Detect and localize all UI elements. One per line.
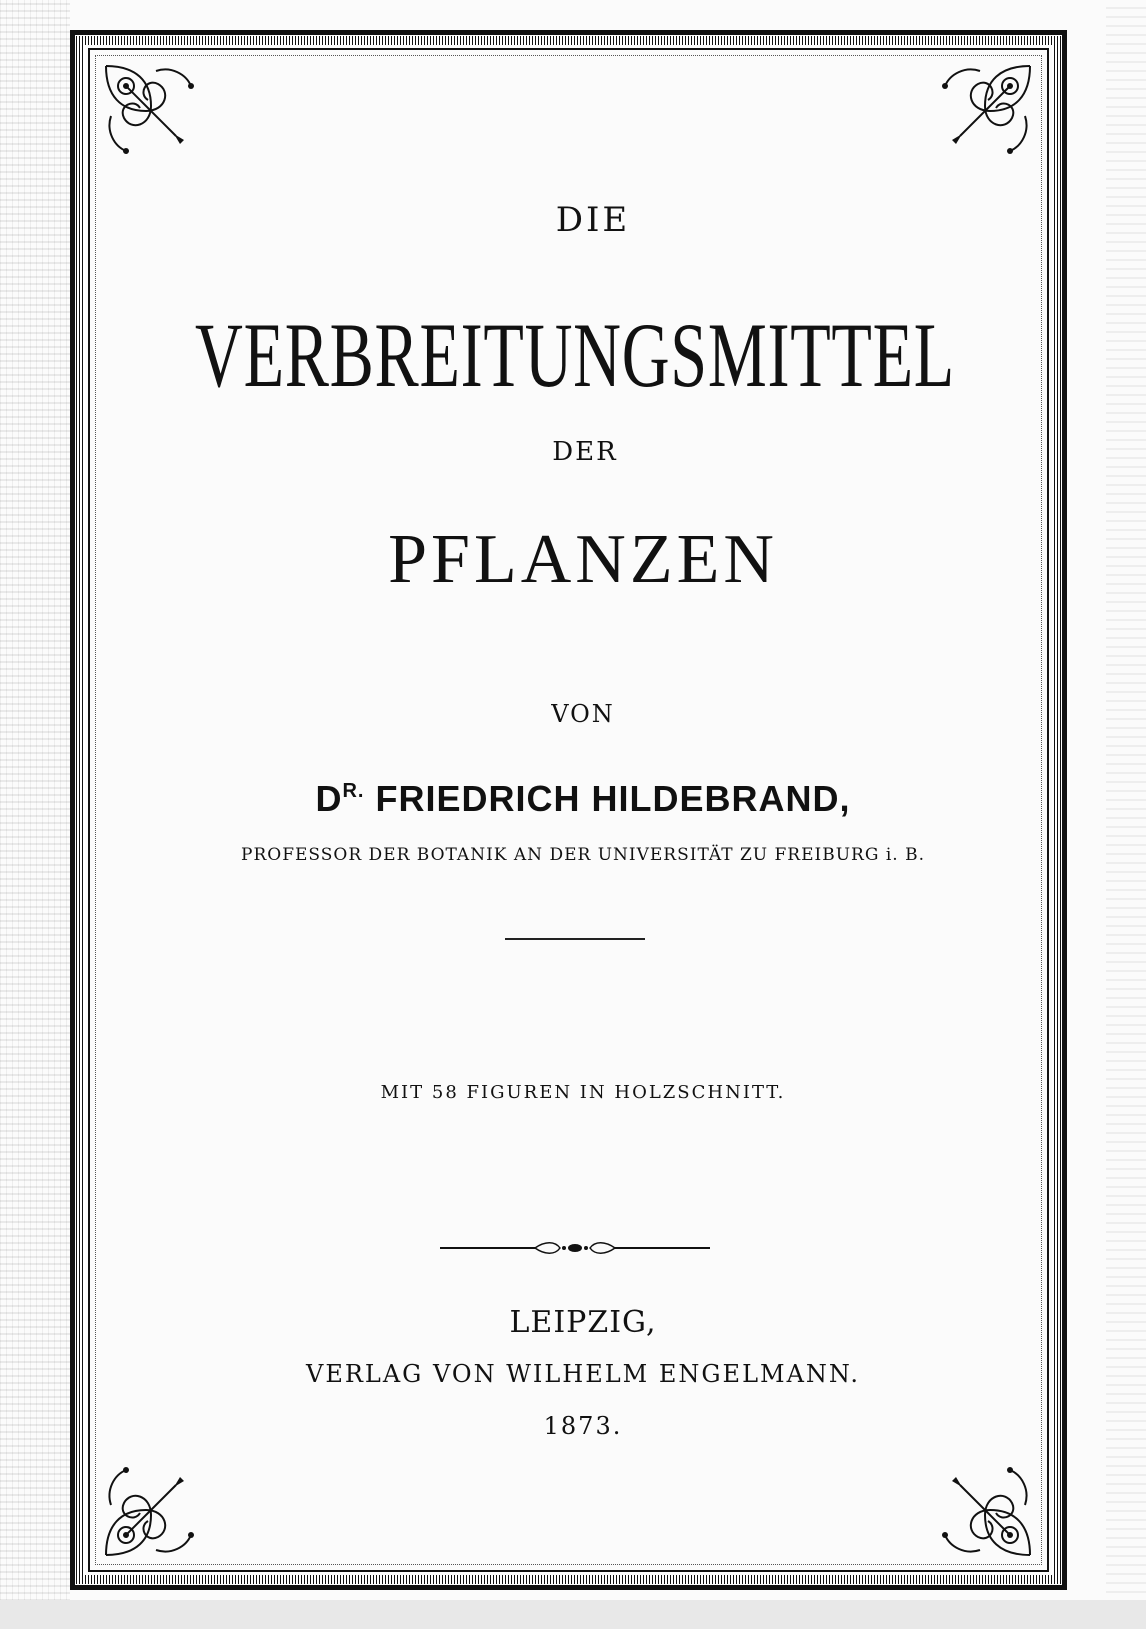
main-title: VERBREITUNGSMITTEL bbox=[195, 304, 955, 406]
author-name: FRIEDRICH HILDEBRAND, bbox=[375, 778, 851, 819]
corner-ornament-top-left bbox=[96, 56, 206, 166]
title-subject: PFLANZEN bbox=[388, 521, 778, 598]
ornamental-divider bbox=[440, 1238, 710, 1258]
illustrations-note: MIT 58 FIGUREN IN HOLZSCHNITT. bbox=[380, 1082, 786, 1103]
scan-bottom-edge bbox=[0, 1600, 1146, 1629]
title-connector: DER bbox=[552, 437, 618, 467]
title-article: DIE bbox=[555, 200, 631, 240]
corner-ornament-bottom-left bbox=[96, 1455, 206, 1565]
publication-year: 1873. bbox=[543, 1412, 623, 1440]
author-prefix-superscript: R. bbox=[342, 780, 365, 802]
author-prefix: D bbox=[315, 778, 343, 819]
author-affiliation: PROFESSOR DER BOTANIK AN DER UNIVERSITÄT ZU FREIBURG i. B. bbox=[241, 845, 925, 865]
publisher: VERLAG VON WILHELM ENGELMANN. bbox=[305, 1360, 861, 1388]
author-name-line bbox=[10, 778, 1146, 820]
plain-divider bbox=[505, 938, 645, 940]
corner-ornament-top-right bbox=[930, 56, 1040, 166]
corner-ornament-bottom-right bbox=[930, 1455, 1040, 1565]
byline-von: VON bbox=[551, 700, 615, 728]
publication-place: LEIPZIG, bbox=[509, 1305, 657, 1340]
